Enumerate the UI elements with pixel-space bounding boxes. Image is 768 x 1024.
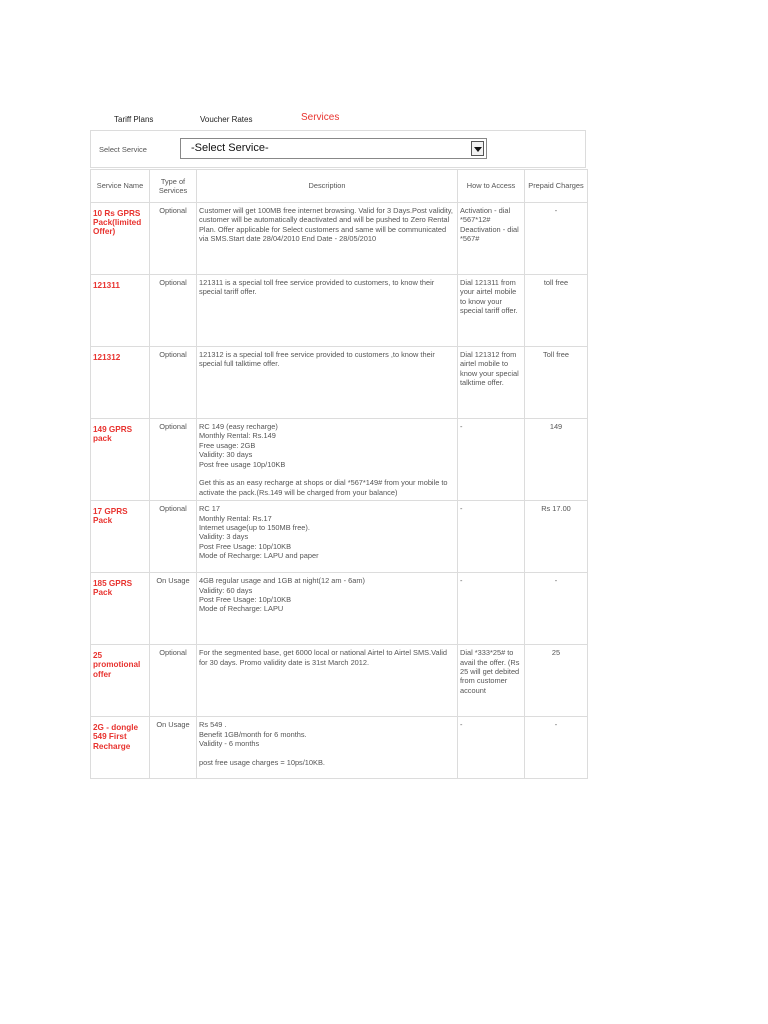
tab-bar bbox=[90, 112, 590, 128]
service-select-value: -Select Service- bbox=[191, 142, 269, 154]
tab-voucher-rates[interactable]: Voucher Rates bbox=[200, 115, 253, 124]
service-select[interactable] bbox=[180, 138, 487, 159]
service-name: 121311 bbox=[91, 275, 150, 347]
table-row bbox=[91, 203, 588, 275]
service-charges: Rs 17.00 bbox=[525, 501, 588, 573]
header-service-name: Service Name bbox=[91, 170, 150, 203]
service-access: Dial *333*25# to avail the offer. (Rs 25 will get debited from customer account bbox=[458, 645, 525, 717]
service-access: Dial 121311 from your airtel mobile to know your special tariff offer. bbox=[458, 275, 525, 347]
service-type: Optional bbox=[150, 419, 197, 501]
table-header-row bbox=[91, 170, 588, 203]
service-description: Rs 549 . Benefit 1GB/month for 6 months. Validity - 6 months post free usage charges = 10ps/10KB. bbox=[197, 717, 458, 779]
table-row bbox=[91, 275, 588, 347]
service-name: 149 GPRS pack bbox=[91, 419, 150, 501]
service-charges: Toll free bbox=[525, 347, 588, 419]
service-description: 4GB regular usage and 1GB at night(12 am - 6am) Validity: 60 days Post Free Usage: 10p/10KB Mode of Recharge: LAPU bbox=[197, 573, 458, 645]
service-charges: 25 bbox=[525, 645, 588, 717]
service-access: Activation - dial *567*12# Deactivation - dial *567# bbox=[458, 203, 525, 275]
tab-tariff-plans[interactable]: Tariff Plans bbox=[114, 115, 154, 124]
service-filter-box bbox=[90, 130, 586, 168]
service-type: Optional bbox=[150, 501, 197, 573]
table-row bbox=[91, 645, 588, 717]
service-type: Optional bbox=[150, 275, 197, 347]
header-prepaid-charges: Prepaid Charges bbox=[525, 170, 588, 203]
table-row bbox=[91, 573, 588, 645]
service-name: 17 GPRS Pack bbox=[91, 501, 150, 573]
header-description: Description bbox=[197, 170, 458, 203]
services-table bbox=[90, 169, 588, 779]
service-access: - bbox=[458, 501, 525, 573]
header-type: Type of Services bbox=[150, 170, 197, 203]
service-type: On Usage bbox=[150, 717, 197, 779]
table-row bbox=[91, 717, 588, 779]
tab-services[interactable]: Services bbox=[301, 112, 340, 123]
service-description: RC 149 (easy recharge) Monthly Rental: Rs.149 Free usage: 2GB Validity: 30 days Post free usage 10p/10KB Get this as an easy recharge at shops or dial *567*149# from your mobile to activate the pack.(Rs.149 will be charged from your balance) bbox=[197, 419, 458, 501]
service-name: 185 GPRS Pack bbox=[91, 573, 150, 645]
service-name: 2G - dongle 549 First Recharge bbox=[91, 717, 150, 779]
service-charges: 149 bbox=[525, 419, 588, 501]
service-description: RC 17 Monthly Rental: Rs.17 Internet usage(up to 150MB free). Validity: 3 days Post Free Usage: 10p/10KB Mode of Recharge: LAPU and paper bbox=[197, 501, 458, 573]
service-type: Optional bbox=[150, 203, 197, 275]
chevron-down-icon[interactable] bbox=[471, 141, 484, 156]
service-charges: - bbox=[525, 717, 588, 779]
service-description: 121311 is a special toll free service provided to customers, to know their special tariff offer. bbox=[197, 275, 458, 347]
service-charges: - bbox=[525, 203, 588, 275]
service-charges: toll free bbox=[525, 275, 588, 347]
service-access: - bbox=[458, 717, 525, 779]
service-type: Optional bbox=[150, 645, 197, 717]
service-name: 10 Rs GPRS Pack(limited Offer) bbox=[91, 203, 150, 275]
table-row bbox=[91, 501, 588, 573]
service-name: 121312 bbox=[91, 347, 150, 419]
header-how-to-access: How to Access bbox=[458, 170, 525, 203]
select-service-label: Select Service bbox=[99, 145, 147, 154]
service-description: Customer will get 100MB free internet browsing. Valid for 3 Days.Post validity, customer will be automatically deactivated and will be pushed to Zero Rental Plan. Offer applicable for Select customers and same will be communicated via SMS.Start date 28/04/2010 End Date - 28/05/2010 bbox=[197, 203, 458, 275]
service-access: - bbox=[458, 573, 525, 645]
service-description: 121312 is a special toll free service provided to customers ,to know their special full talktime offer. bbox=[197, 347, 458, 419]
table-row bbox=[91, 347, 588, 419]
service-access: - bbox=[458, 419, 525, 501]
service-name: 25 promotional offer bbox=[91, 645, 150, 717]
service-access: Dial 121312 from airtel mobile to know your special talktime offer. bbox=[458, 347, 525, 419]
service-type: Optional bbox=[150, 347, 197, 419]
service-type: On Usage bbox=[150, 573, 197, 645]
table-row bbox=[91, 419, 588, 501]
service-description: For the segmented base, get 6000 local or national Airtel to Airtel SMS.Valid for 30 days. Promo validity date is 31st March 2012. bbox=[197, 645, 458, 717]
service-charges: - bbox=[525, 573, 588, 645]
